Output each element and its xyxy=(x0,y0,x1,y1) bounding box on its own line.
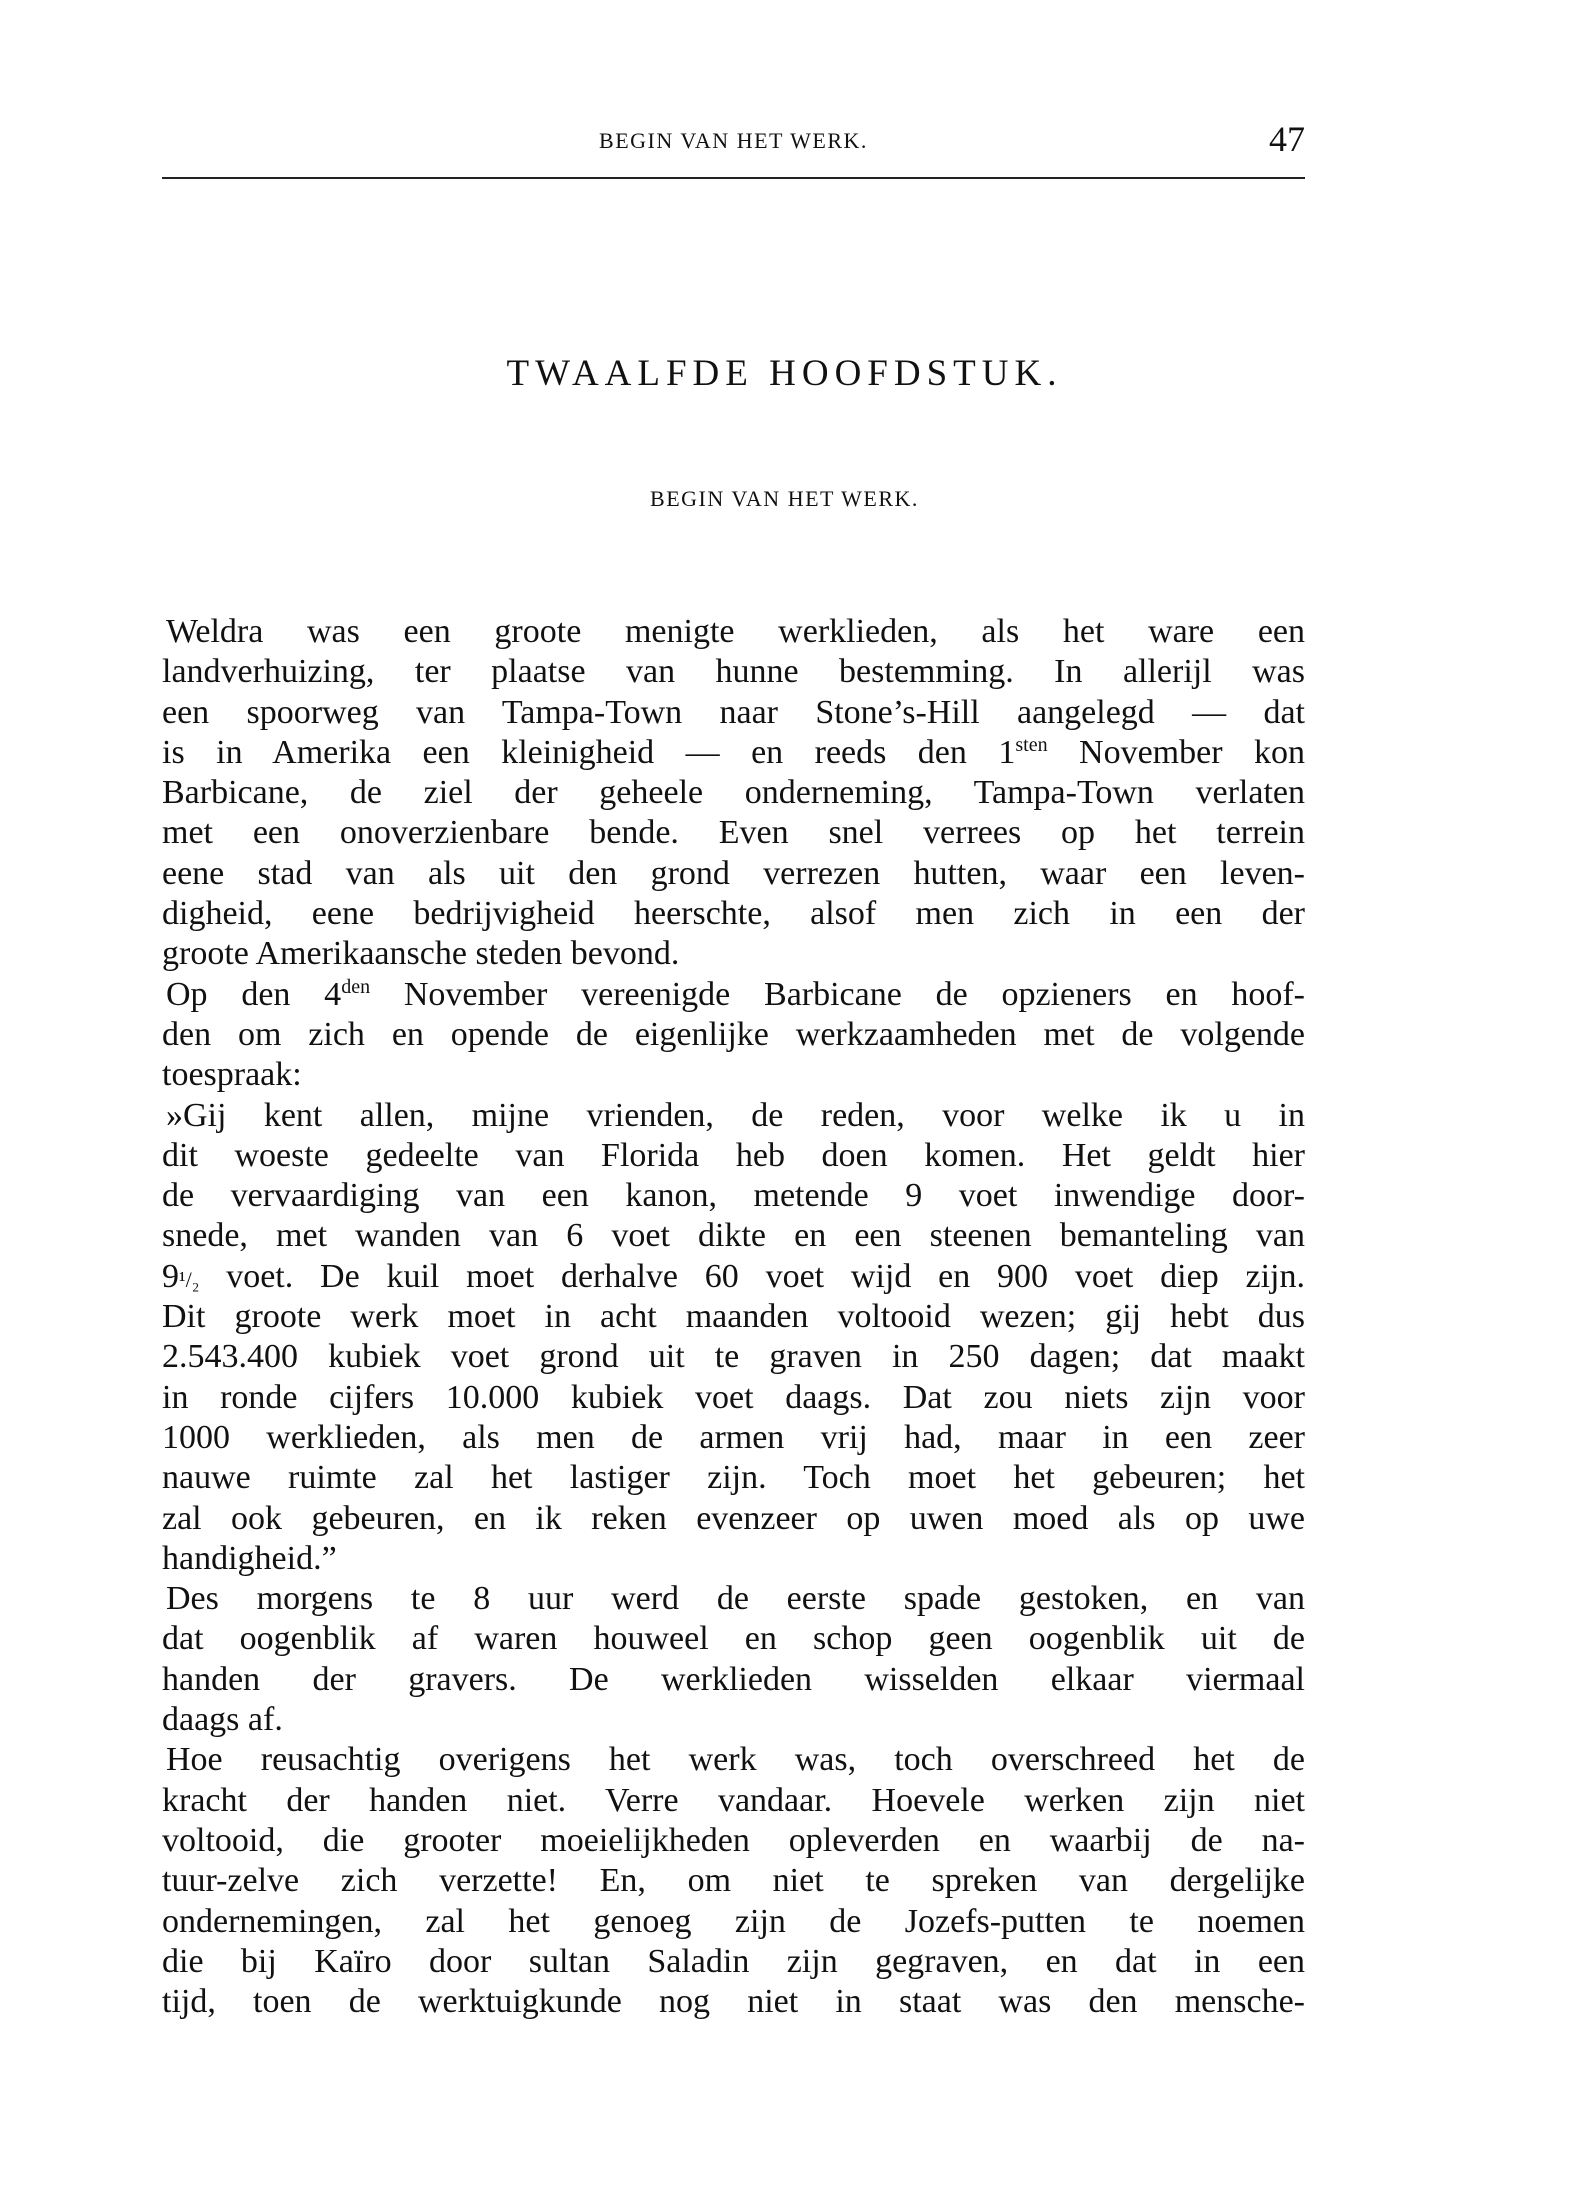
text-line: nauwe ruimte zal het lastiger zijn. Toch moet het gebeuren; het xyxy=(162,1459,1305,1497)
page-number: 47 xyxy=(1269,119,1305,159)
text-line: een spoorweg van Tampa-Town naar Stone’s-Hill aangelegd — dat xyxy=(162,693,1305,731)
text-line: ondernemingen, zal het genoeg zijn de Jozefs-putten te noemen xyxy=(162,1902,1305,1940)
superscript: sten xyxy=(1015,733,1048,756)
text-line: digheid, eene bedrijvigheid heerschte, alsof men zich in een der xyxy=(162,895,1305,933)
text-line: die bij Kaïro door sultan Saladin zijn gegraven, en dat in een xyxy=(162,1942,1305,1980)
paragraph-first-line: Des morgens te 8 uur werd de eerste spade gestoken, en van xyxy=(166,1580,1305,1618)
running-head xyxy=(162,119,1305,164)
text-line: Barbicane, de ziel der geheele onderneming, Tampa-Town verlaten xyxy=(162,774,1305,812)
superscript: den xyxy=(341,975,371,998)
text-line: daags af. xyxy=(162,1701,283,1739)
text-line: Dit groote werk moet in acht maanden voltooid wezen; gij hebt dus xyxy=(162,1298,1305,1336)
text-line: eene stad van als uit den grond verrezen hutten, waar een leven- xyxy=(162,854,1305,892)
text-line: toespraak: xyxy=(162,1056,302,1094)
text-line: 2.543.400 kubiek voet grond uit te graven in 250 dagen; dat maakt xyxy=(162,1338,1305,1376)
text-line: kracht der handen niet. Verre vandaar. Hoevele werken zijn niet xyxy=(162,1781,1305,1819)
text-line: tijd, toen de werktuigkunde nog niet in staat was den mensche- xyxy=(162,1983,1305,2021)
text-line: zal ook gebeuren, en ik reken evenzeer op uwen moed als op uwe xyxy=(162,1499,1305,1537)
text-line: tuur-zelve zich verzette! En, om niet te spreken van dergelijke xyxy=(162,1862,1305,1900)
chapter-subtitle: BEGIN VAN HET WERK. xyxy=(650,486,919,511)
text-line: landverhuizing, ter plaatse van hunne bestemming. In allerijl was xyxy=(162,653,1305,691)
chapter-title: TWAALFDE HOOFDSTUK. xyxy=(506,353,1063,394)
paragraph-first-line: Hoe reusachtig overigens het werk was, toch overschreed het de xyxy=(166,1741,1305,1779)
text-line: handen der gravers. De werklieden wisselden elkaar viermaal xyxy=(162,1660,1305,1698)
text-line: den om zich en opende de eigenlijke werkzaamheden met de volgende xyxy=(162,1015,1305,1053)
paragraph-first-line: »Gij kent allen, mijne vrienden, de reden, voor welke ik u in xyxy=(166,1096,1305,1134)
text-line: dit woeste gedeelte van Florida heb doen komen. Het geldt hier xyxy=(162,1136,1305,1174)
text-line: in ronde cijfers 10.000 kubiek voet daags. Dat zou niets zijn voor xyxy=(162,1378,1305,1416)
paragraph-first-line: Op den $4^{den}$ November vereenigde Barbicane de opzieners en hoof- xyxy=(166,975,1305,1013)
text-line: 9¹/₂ voet. De kuil moet derhalve 60 voet wijd en 900 voet diep zijn. xyxy=(162,1257,1305,1295)
text-line: de vervaardiging van een kanon, metende 9 voet inwendige door- xyxy=(162,1177,1305,1215)
header-rule xyxy=(162,177,1305,179)
text-line: voltooid, die grooter moeielijkheden opleverden en waarbij de na- xyxy=(162,1821,1305,1859)
paragraph-first-line: Weldra was een groote menigte werklieden, als het ware een xyxy=(166,613,1305,650)
fraction: ¹/₂ xyxy=(179,1266,200,1292)
text-line: groote Amerikaansche steden bevond. xyxy=(162,935,680,973)
text-line: met een onoverzienbare bende. Even snel verrees op het terrein xyxy=(162,814,1305,852)
text-line: snede, met wanden van 6 voet dikte en een steenen bemanteling van xyxy=(162,1217,1305,1255)
running-title: BEGIN VAN HET WERK. xyxy=(599,128,868,153)
text-line: 1000 werklieden, als men de armen vrij had, maar in een zeer xyxy=(162,1418,1305,1456)
text-line: dat oogenblik af waren houweel en schop geen oogenblik uit de xyxy=(162,1620,1305,1658)
text-line: handigheid.” xyxy=(162,1539,337,1577)
text-line: is in Amerika een kleinigheid — en reeds den $1^{sten}$ November kon xyxy=(162,733,1305,771)
body-text xyxy=(162,612,1305,2022)
